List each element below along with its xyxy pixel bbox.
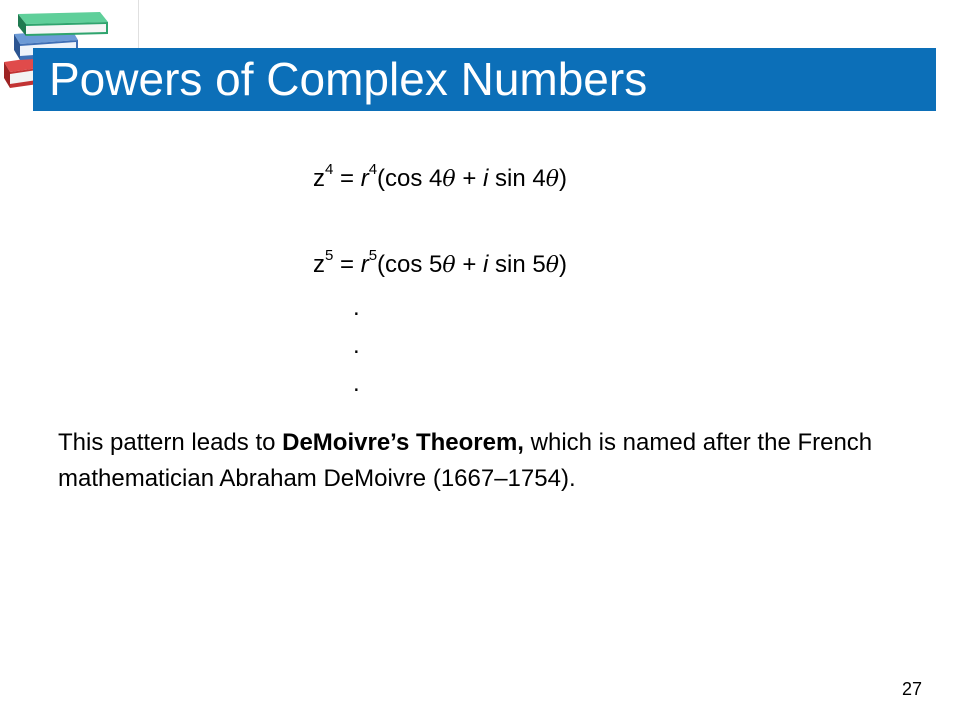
eq-equals: =	[333, 165, 361, 192]
body-paragraph	[58, 425, 928, 497]
eq-sin-term: sin 5	[488, 251, 546, 278]
eq-lhs-exponent: 4	[325, 161, 334, 178]
eq-close-paren: )	[558, 251, 567, 278]
title-bar	[33, 48, 936, 111]
eq-imaginary-unit: i	[483, 165, 489, 192]
page-number: 27	[902, 679, 923, 699]
theorem-name: DeMoivre’s Theorem,	[282, 429, 524, 456]
eq-lhs-exponent: 5	[325, 247, 334, 264]
eq-lhs-base: z	[313, 165, 325, 192]
eq-plus: +	[455, 165, 484, 192]
eq-r: r	[360, 165, 369, 192]
paragraph-rest: which is named after the French mathematician Abraham DeMoivre (1667–1754).	[58, 429, 873, 492]
eq-equals: =	[333, 251, 361, 278]
eq-theta: θ	[442, 253, 456, 278]
eq-cos-term: (cos 4	[377, 165, 443, 192]
equation-z5	[313, 247, 567, 281]
paragraph-intro: This pattern leads to	[58, 429, 283, 456]
eq-cos-term: (cos 5	[377, 251, 443, 278]
eq-theta: θ	[442, 167, 456, 192]
eq-r: r	[360, 251, 369, 278]
ellipsis-dot: .	[353, 332, 360, 359]
eq-theta: θ	[545, 167, 559, 192]
eq-sin-term: sin 4	[488, 165, 546, 192]
slide-title: Powers of Complex Numbers	[49, 53, 648, 105]
eq-close-paren: )	[558, 165, 567, 192]
eq-theta: θ	[545, 253, 559, 278]
ellipsis-dot: .	[353, 370, 360, 397]
eq-imaginary-unit: i	[483, 251, 489, 278]
eq-lhs-base: z	[313, 251, 325, 278]
eq-r-exponent: 5	[368, 247, 378, 264]
eq-r-exponent: 4	[368, 161, 378, 178]
eq-plus: +	[455, 251, 484, 278]
equation-z4	[313, 161, 567, 195]
ellipsis-dot: .	[353, 294, 360, 321]
